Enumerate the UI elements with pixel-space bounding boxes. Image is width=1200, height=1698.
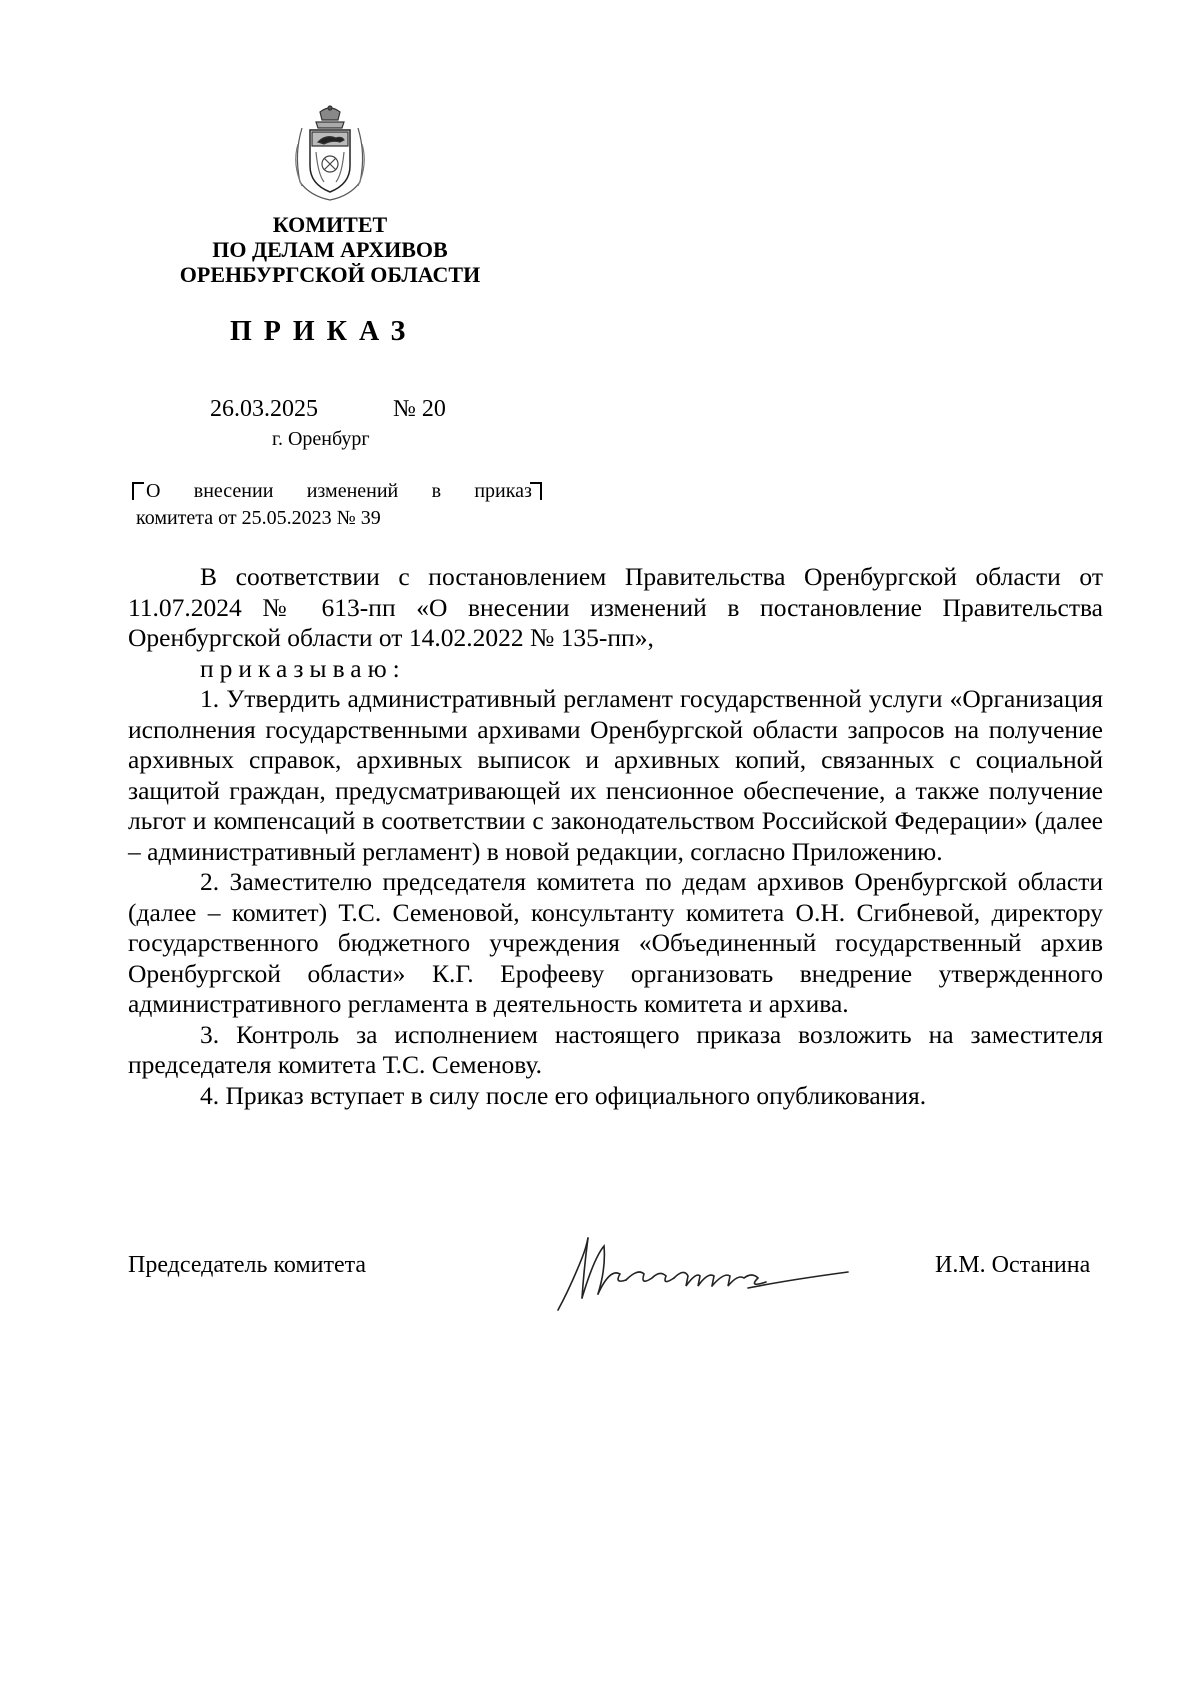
org-line-2: ПО ДЕЛАМ АРХИВОВ: [212, 237, 448, 262]
document-type-title: ПРИКАЗ: [230, 316, 418, 347]
signer-name: И.М. Останина: [935, 1252, 1091, 1278]
document-city: г. Оренбург: [272, 428, 370, 450]
document-date: 26.03.2025: [210, 396, 318, 422]
subject-corner-right: [530, 482, 542, 500]
body-paragraph-preamble: В соответствии с постановлением Правительства Оренбургской области от 11.07.2024 № 613-пп «О внесении изменений в постановление Правительства Оренбургской области от 14.02.2022 № 135-пп»,: [128, 562, 1103, 652]
body-paragraph-item-1: 1. Утвердить административный регламент государственной услуги «Организация исполнения государственными архивами Оренбургской области запросов на получение архивных справок, архивных выписок и архивных копий, связанных с социальной защитой граждан, предусматривающей их пенсионное обеспечение, а также получение льгот и компенсаций в соответствии с законодательством Российской Федерации» (далее – административный регламент) в новой редакции, согласно Приложению.: [128, 684, 1103, 866]
organization-name: [160, 212, 500, 287]
document-number: № 20: [393, 396, 446, 422]
handwritten-signature: [548, 1228, 858, 1318]
org-line-3: ОРЕНБУРГСКОЙ ОБЛАСТИ: [179, 262, 481, 287]
subject-word: внесении: [193, 480, 274, 502]
subject-word: приказ: [474, 480, 532, 502]
subject-word: О: [146, 480, 161, 502]
body-paragraph-item-2: 2. Заместителю председателя комитета по дедам архивов Оренбургской области (далее – комитет) Т.С. Семеновой, консультанту комитета О.Н. Сгибневой, директору государственного бюджетного учреждения «Объединенный государственный архив Оренбургской области» К.Г. Ерофееву организовать внедрение утвержденного административного регламента в деятельность комитета и архива.: [128, 867, 1103, 1018]
coat-of-arms-emblem: [290, 104, 370, 204]
subject-corner-left: [132, 482, 144, 500]
body-paragraph-order: приказываю:: [200, 653, 406, 683]
document-subject: [132, 478, 542, 532]
subject-line-1: [132, 478, 542, 505]
subject-word: изменений: [306, 480, 399, 502]
body-paragraph-item-4: 4. Приказ вступает в силу после его официального опубликования.: [200, 1080, 927, 1110]
org-line-1: КОМИТЕТ: [272, 212, 388, 237]
body-paragraph-item-3: 3. Контроль за исполнением настоящего приказа возложить на заместителя председателя комитета Т.С. Семенову.: [128, 1019, 1103, 1079]
signer-role: Председатель комитета: [128, 1252, 367, 1278]
document-body: [128, 562, 1103, 1111]
subject-line-2: комитета от 25.05.2023 № 39: [136, 507, 381, 529]
subject-word: в: [431, 480, 442, 502]
